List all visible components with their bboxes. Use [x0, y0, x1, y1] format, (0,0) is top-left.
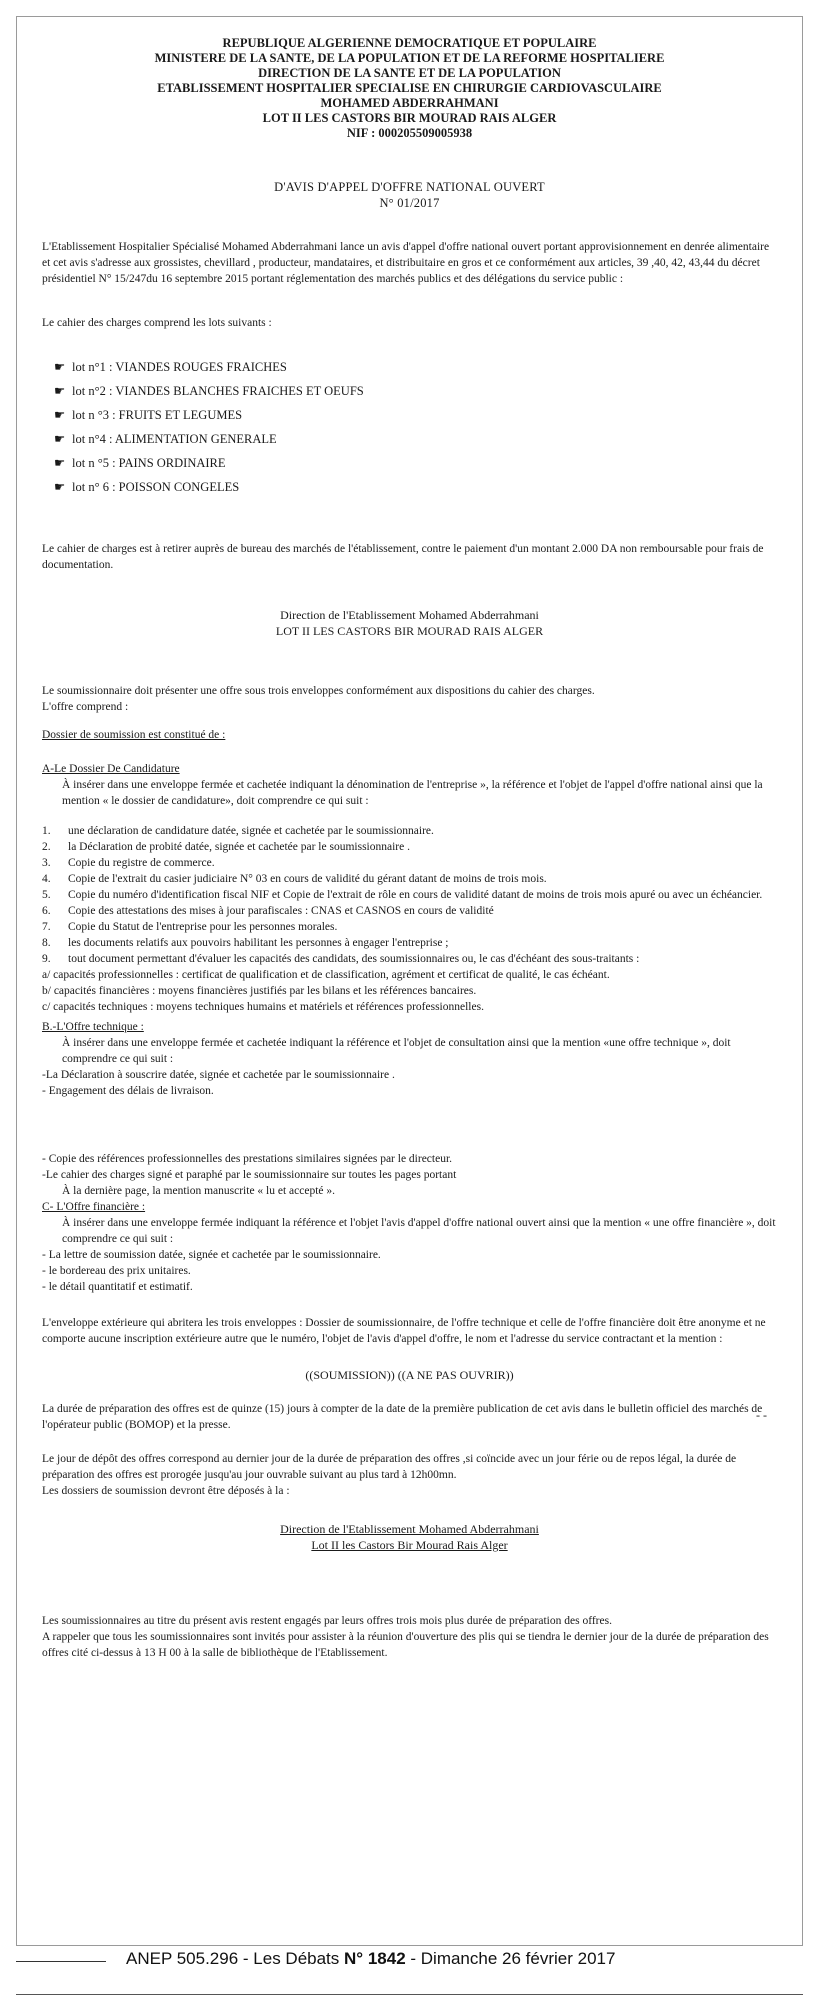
- footer-rule: [16, 1961, 106, 1962]
- header-line: MOHAMED ABDERRAHMANI: [320, 96, 499, 110]
- header-line: LOT II LES CASTORS BIR MOURAD RAIS ALGER: [262, 111, 557, 125]
- candidature-list: [42, 823, 777, 967]
- section-a-text: À insérer dans une enveloppe fermée et cachetée indiquant la dénomination de l'entreprise », la référence et l'objet de l'appel d'offre national ainsi que la mention « le dossier de candidature», doit comprendre ce qui suit :: [62, 779, 763, 807]
- header-line: DIRECTION DE LA SANTE ET DE LA POPULATION: [258, 66, 561, 80]
- direction-line: Direction de l'Etablissement Mohamed Abderrahmani: [280, 608, 539, 622]
- list-item: 6. Copie des attestations des mises à jour parafiscales : CNAS et CASNOS en cours de validité: [42, 905, 494, 917]
- list-item: 9. tout document permettant d'évaluer les capacités des candidats, des soumissionnaires ou, le cas d'échéant des sous-traitants :: [42, 953, 640, 965]
- intro-paragraph: L'Etablissement Hospitalier Spécialisé Mohamed Abderrahmani lance un avis d'appel d'offre national ouvert portant approvisionnement en denrée alimentaire et cet avis s'adresse aux grossistes, chevillard , producteur, mandataires, et distribuitaire en gros et ce conformément aux articles, 39 ,40, 42, 43,44 du décret présidentiel N° 15/247du 16 septembre 2015 portant réglementation des marchés publics et des délégations du service public :: [42, 241, 770, 285]
- rappeler-paragraph: A rappeler que tous les soumissionnaires sont invités pour assister à la réunion d'ouverture des plis qui se tiendra le dernier jour de la durée de préparation des offres cité ci-dessus à 13 H 00 à la salle de bibliothèque de l'Etablissement.: [42, 1631, 769, 1659]
- tender-notice: [42, 36, 777, 1661]
- margin-mark: - -: [756, 1408, 767, 1422]
- section-b-text: À insérer dans une enveloppe fermée et cachetée indiquant la référence et l'objet de consultation ainsi que la mention «une offre technique », doit comprendre ce qui suit :: [62, 1037, 731, 1065]
- lot-item: ☛ lot n °3 : FRUITS ET LEGUMES: [54, 403, 777, 427]
- list-item: 8. les documents relatifs aux pouvoirs habilitant les personnes à engager l'entreprise ;: [42, 937, 449, 949]
- list-item: 2. la Déclaration de probité datée, signée et cachetée par le soumissionnaire .: [42, 841, 410, 853]
- publication-date: Dimanche 26 février 2017: [420, 1949, 616, 1968]
- newspaper-name: Les Débats: [253, 1949, 340, 1968]
- direction-address: [42, 607, 777, 639]
- anep-reference: ANEP 505.296: [126, 1949, 239, 1968]
- footer-text: ANEP 505.296 - Les Débats N° 1842 - Dimanche 26 février 2017: [126, 1949, 616, 1968]
- issue-label: N°: [344, 1949, 364, 1968]
- depot-paragraph: Le jour de dépôt des offres correspond au dernier jour de la durée de préparation des offres ,si coïncide avec un jour férie ou de repos légal, la durée de préparation des offres est prorogée jusqu'au jour ouvrable suivant au plus tard à 12h00mn.: [42, 1453, 737, 1481]
- header-line: REPUBLIQUE ALGERIENNE DEMOCRATIQUE ET POPULAIRE: [222, 36, 597, 50]
- section-a-title: A-Le Dossier De Candidature: [42, 763, 180, 775]
- offre-comprend: L'offre comprend :: [42, 701, 129, 713]
- header-line: MINISTERE DE LA SANTE, DE LA POPULATION ET DE LA REFORME HOSPITALIERE: [154, 51, 665, 65]
- list-item: À la dernière page, la mention manuscrite « lu et accepté ».: [62, 1185, 336, 1197]
- notice-title-line: D'AVIS D'APPEL D'OFFRE NATIONAL OUVERT: [274, 180, 545, 194]
- address-line: Lot II les Castors Bir Mourad Rais Alger: [311, 1538, 508, 1552]
- list-item: -La Déclaration à souscrire datée, signée et cachetée par le soumissionnaire .: [42, 1069, 395, 1081]
- hand-pointer-icon: ☛: [54, 432, 66, 446]
- address-line: LOT II LES CASTORS BIR MOURAD RAIS ALGER: [275, 624, 544, 638]
- lot-item: ☛ lot n° 6 : POISSON CONGELES: [54, 475, 777, 499]
- lot-item: ☛ lot n°4 : ALIMENTATION GENERALE: [54, 427, 777, 451]
- hand-pointer-icon: ☛: [54, 480, 66, 494]
- hand-pointer-icon: ☛: [54, 456, 66, 470]
- list-item: - le détail quantitatif et estimatif.: [42, 1281, 193, 1293]
- hand-pointer-icon: ☛: [54, 384, 66, 398]
- list-item: -Le cahier des charges signé et paraphé par le soumissionnaire sur toutes les pages portant: [42, 1169, 457, 1181]
- list-item: 1. une déclaration de candidature datée, signée et cachetée par le soumissionnaire.: [42, 825, 434, 837]
- lot-item: ☛ lot n °5 : PAINS ORDINAIRE: [54, 451, 777, 475]
- engages-paragraph: Les soumissionnaires au titre du présent avis restent engagés par leurs offres trois mois plus durée de préparation des offres.: [42, 1615, 612, 1627]
- section-c-title: C- L'Offre financière :: [42, 1201, 146, 1213]
- list-item: 4. Copie de l'extrait du casier judiciaire N° 03 en cours de validité du gérant datant de moins de trois mois.: [42, 873, 547, 885]
- deposes-line: Les dossiers de soumission devront être déposés à la :: [42, 1485, 290, 1497]
- capacity-item: a/ capacités professionnelles : certificat de qualification et de classification, agrément et certificat de qualité, le cas échéant.: [42, 969, 610, 981]
- publication-footer: [16, 1949, 803, 1975]
- issue-number: 1842: [367, 1949, 406, 1968]
- document-header: [42, 36, 777, 141]
- notice-number: N° 01/2017: [379, 196, 440, 210]
- soumission-intro: Le soumissionnaire doit présenter une offre sous trois enveloppes conformément aux dispositions du cahier des charges.: [42, 685, 595, 697]
- deposit-address: [42, 1521, 777, 1553]
- notice-title: [42, 179, 777, 211]
- lots-intro: Le cahier des charges comprend les lots suivants :: [42, 317, 272, 329]
- bottom-rule: [16, 1994, 803, 1995]
- list-item: - le bordereau des prix unitaires.: [42, 1265, 191, 1277]
- section-b-title: B.-L'Offre technique :: [42, 1021, 144, 1033]
- list-item: - Engagement des délais de livraison.: [42, 1085, 214, 1097]
- dossier-title: Dossier de soumission est constitué de :: [42, 729, 226, 741]
- hand-pointer-icon: ☛: [54, 360, 66, 374]
- envelope-mention: ((SOUMISSION)) ((A NE PAS OUVRIR)): [305, 1368, 514, 1382]
- section-c-text: À insérer dans une enveloppe fermée indiquant la référence et l'objet l'avis d'appel d'offre national ouvert ainsi que la mention « une offre financière », doit comprendre ce qui suit :: [62, 1217, 776, 1245]
- enveloppe-paragraph: L'enveloppe extérieure qui abritera les trois enveloppes : Dossier de soumissionnaire, de l'offre technique et celle de l'offre financière doit être anonyme et ne comporte aucune inscription extérieure autre que le numéro, l'objet de l'avis d'appel d'offre, le nom et l'adresse du service contractant et la mention :: [42, 1317, 766, 1345]
- lot-item: ☛ lot n°1 : VIANDES ROUGES FRAICHES: [54, 355, 777, 379]
- header-line: NIF : 000205509005938: [346, 126, 473, 140]
- list-item: 7. Copie du Statut de l'entreprise pour les personnes morales.: [42, 921, 338, 933]
- list-item: 3. Copie du registre de commerce.: [42, 857, 215, 869]
- direction-line: Direction de l'Etablissement Mohamed Abderrahmani: [280, 1522, 539, 1536]
- list-item: - Copie des références professionnelles des prestations similaires signées par le directeur.: [42, 1153, 453, 1165]
- header-line: ETABLISSEMENT HOSPITALIER SPECIALISE EN CHIRURGIE CARDIOVASCULAIRE: [157, 81, 662, 95]
- lots-list: [54, 355, 777, 499]
- list-item: - La lettre de soumission datée, signée et cachetée par le soumissionnaire.: [42, 1249, 381, 1261]
- hand-pointer-icon: ☛: [54, 408, 66, 422]
- list-item: 5. Copie du numéro d'identification fiscal NIF et Copie de l'extrait de rôle en cours de validité datant de moins de trois mois apuré ou avec un échéancier.: [42, 889, 763, 901]
- capacity-item: c/ capacités techniques : moyens techniques humains et matériels et références professionnelles.: [42, 1001, 484, 1013]
- lot-item: ☛ lot n°2 : VIANDES BLANCHES FRAICHES ET OEUFS: [54, 379, 777, 403]
- cahier-paragraph: Le cahier de charges est à retirer auprès de bureau des marchés de l'établissement, contre le paiement d'un montant 2.000 DA non remboursable pour frais de documentation.: [42, 543, 764, 571]
- duree-paragraph: La durée de préparation des offres est de quinze (15) jours à compter de la date de la première publication de cet avis dans le bulletin officiel des marchés de l'opérateur public (BOMOP) et la presse.: [42, 1403, 763, 1431]
- capacity-item: b/ capacités financières : moyens financières justifiés par les bilans et les références bancaires.: [42, 985, 477, 997]
